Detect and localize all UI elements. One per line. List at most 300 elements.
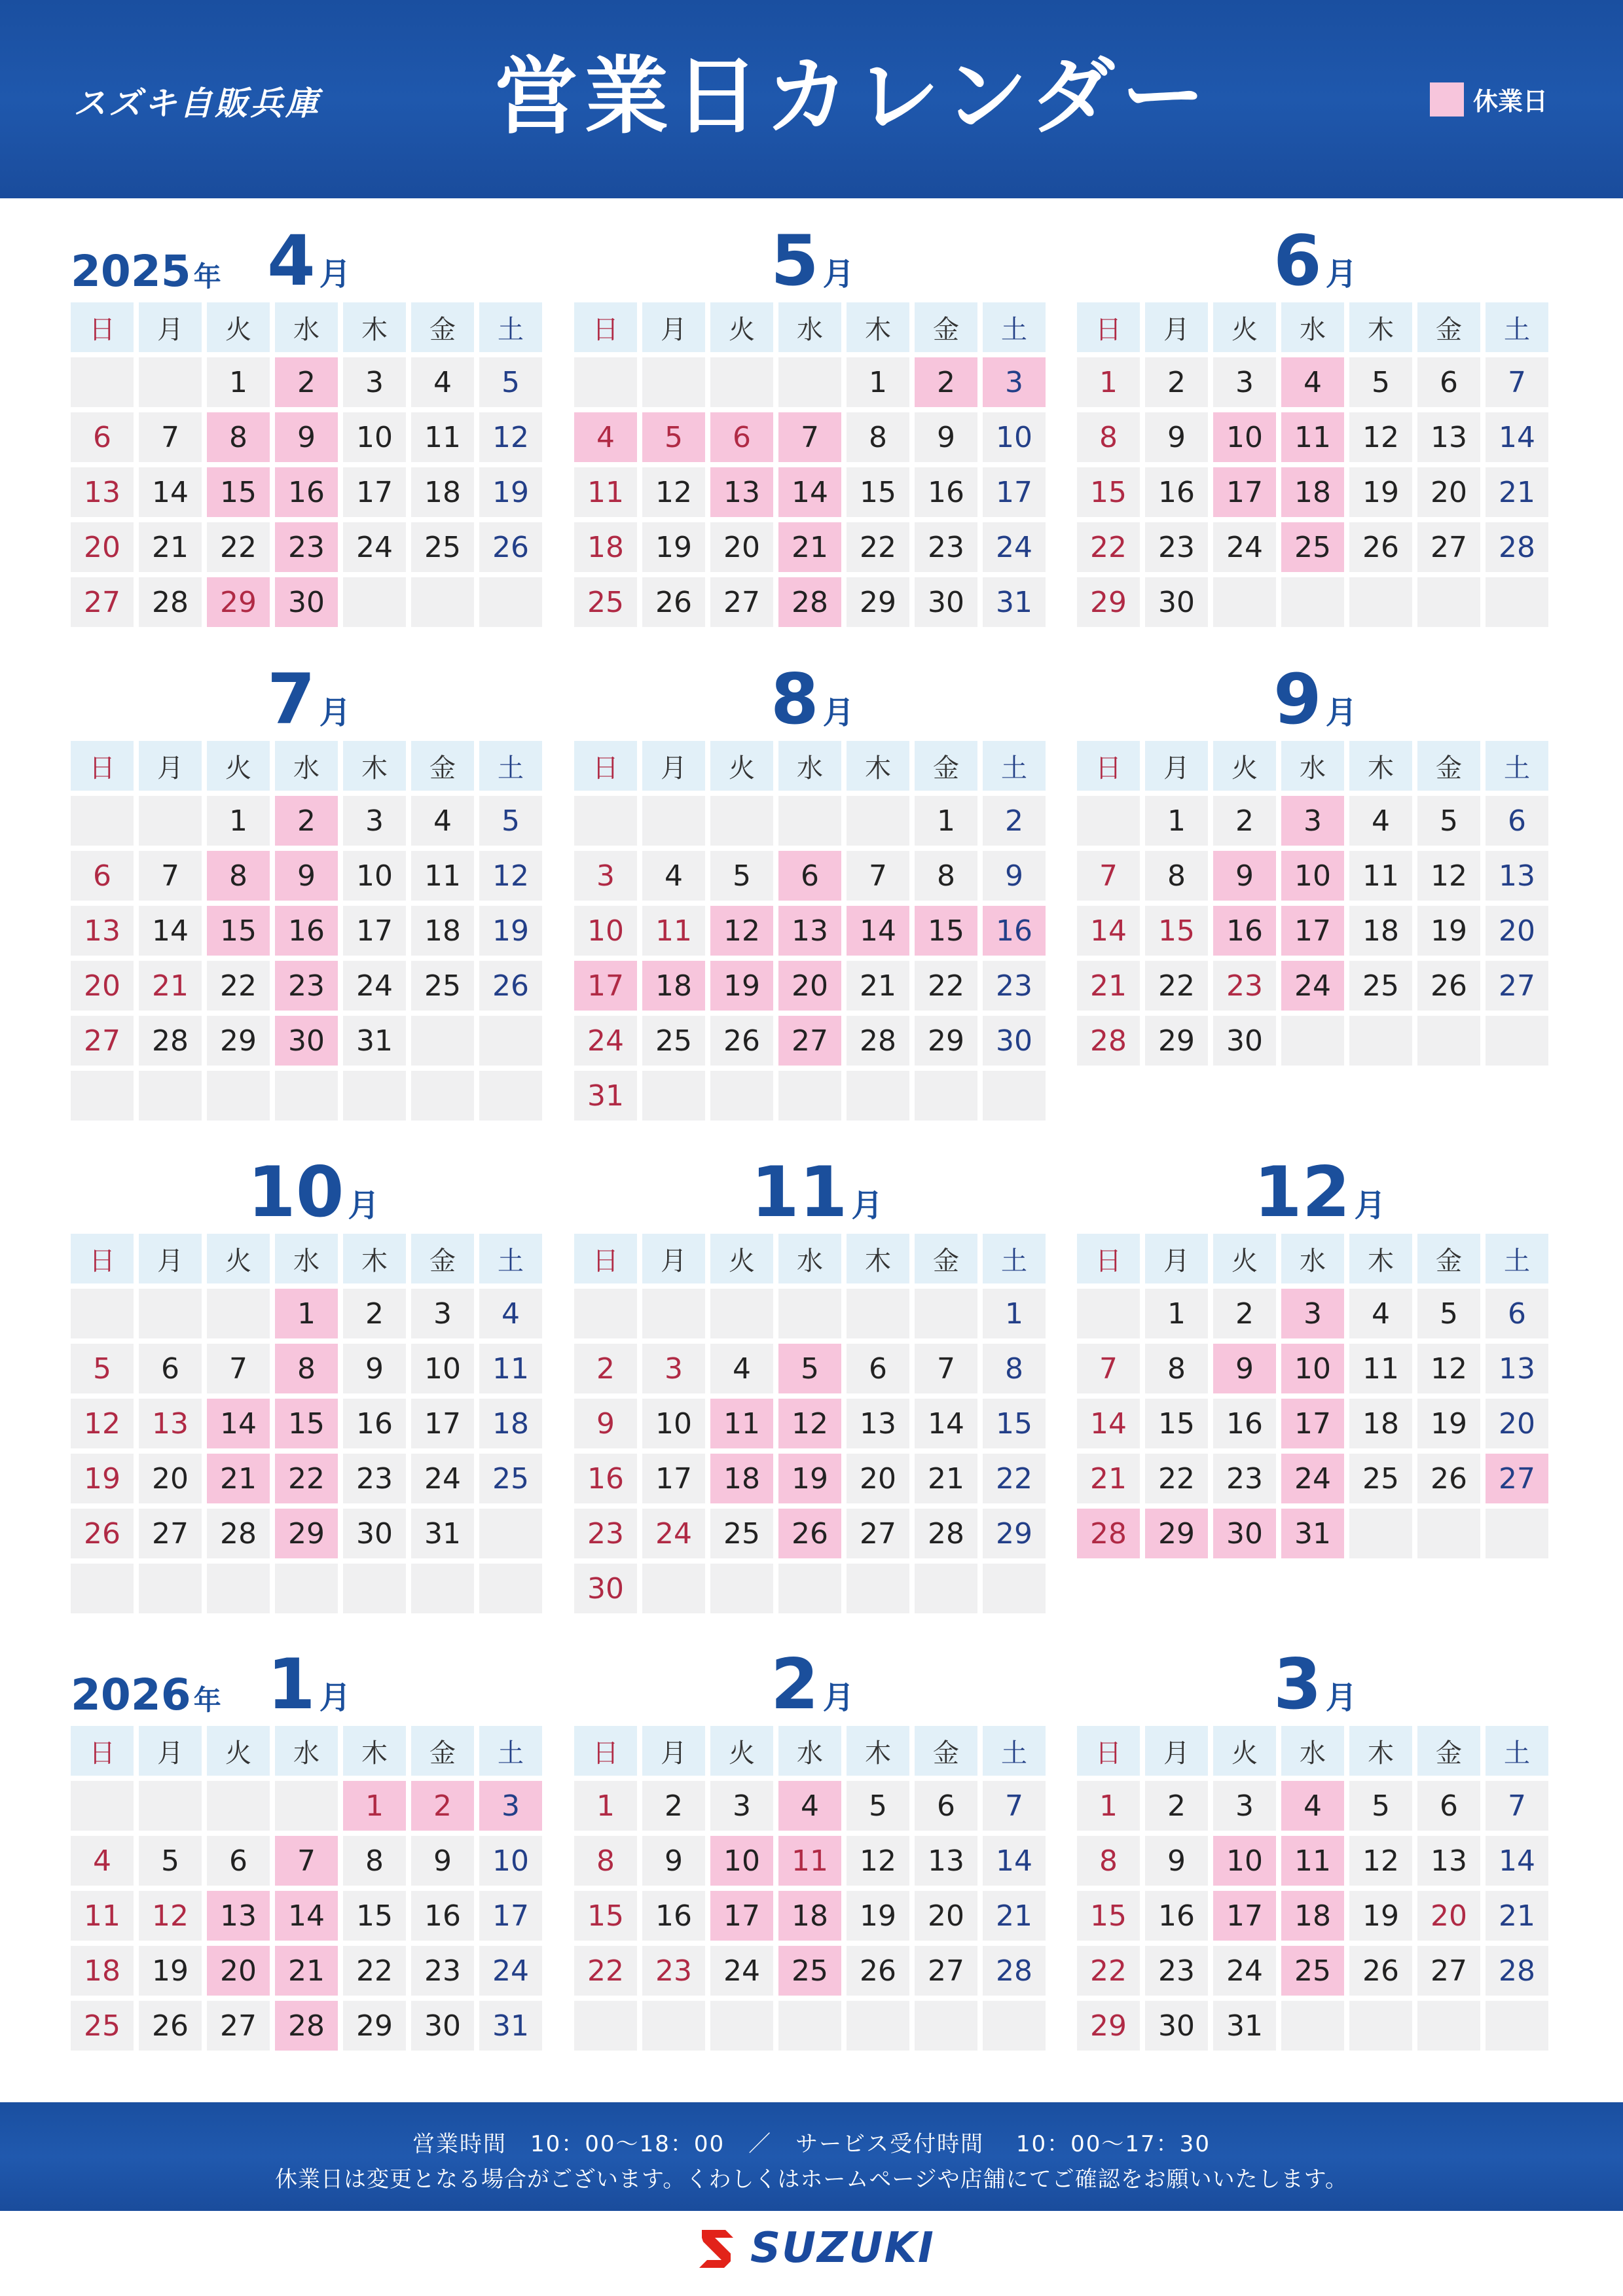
day-cell: 23	[1145, 1946, 1208, 1996]
day-grid	[71, 741, 549, 1121]
day-cell: 6	[71, 412, 134, 462]
day-cell: 24	[574, 1016, 637, 1066]
day-cell: 20	[71, 522, 134, 572]
day-cell: 25	[642, 1016, 705, 1066]
weekday-header: 火	[207, 1234, 270, 1283]
day-cell: 5	[1417, 1289, 1480, 1338]
empty-cell	[1281, 577, 1344, 627]
weekday-header: 土	[479, 741, 542, 791]
day-cell: 26	[1417, 1454, 1480, 1503]
empty-cell	[207, 1781, 270, 1831]
day-cell: 23	[1213, 1454, 1276, 1503]
day-cell: 28	[139, 577, 202, 627]
closed-day-cell: 15	[275, 1399, 338, 1448]
day-cell: 28	[983, 1946, 1046, 1996]
empty-cell	[207, 1289, 270, 1338]
month-calendar	[574, 221, 1052, 627]
footer-banner	[0, 2102, 1623, 2211]
closed-day-cell: 12	[710, 906, 773, 956]
day-cell: 7	[915, 1344, 977, 1393]
day-cell: 13	[1417, 412, 1480, 462]
empty-cell	[1417, 1016, 1480, 1066]
page-title: 営業日カレンダー	[494, 48, 1212, 145]
day-cell: 21	[915, 1454, 977, 1503]
day-cell: 26	[1417, 961, 1480, 1011]
day-cell: 19	[479, 906, 542, 956]
empty-cell	[207, 1564, 270, 1613]
day-cell: 12	[1349, 1836, 1412, 1886]
day-cell: 3	[343, 796, 406, 846]
day-cell: 17	[642, 1454, 705, 1503]
day-cell: 30	[983, 1016, 1046, 1066]
weekday-header: 土	[1486, 1726, 1548, 1776]
business-hours: 営業時間 10：00～18：00 ／ サービス受付時間 10：00～17：30	[412, 2131, 1211, 2157]
day-cell: 5	[139, 1836, 202, 1886]
day-cell: 10	[343, 851, 406, 901]
empty-cell	[847, 796, 909, 846]
day-grid	[1077, 1726, 1555, 2051]
day-cell: 26	[847, 1946, 909, 1996]
day-cell: 6	[207, 1836, 270, 1886]
day-cell: 15	[574, 1891, 637, 1941]
day-cell: 8	[915, 851, 977, 901]
closed-day-cell: 3	[983, 357, 1046, 407]
day-cell: 25	[1349, 961, 1412, 1011]
weekday-header: 月	[139, 741, 202, 791]
day-cell: 20	[1417, 467, 1480, 517]
weekday-header: 火	[710, 1234, 773, 1283]
empty-cell	[574, 357, 637, 407]
day-cell: 1	[983, 1289, 1046, 1338]
day-grid	[71, 1726, 549, 2051]
day-cell: 4	[1349, 1289, 1412, 1338]
month-number: 1	[267, 1644, 316, 1725]
day-cell: 31	[1213, 2001, 1276, 2051]
weekday-header: 金	[915, 1726, 977, 1776]
day-cell: 19	[847, 1891, 909, 1941]
day-cell: 11	[479, 1344, 542, 1393]
day-cell: 2	[1145, 357, 1208, 407]
closed-day-cell: 30	[275, 1016, 338, 1066]
day-cell: 10	[479, 1836, 542, 1886]
weekday-header: 月	[642, 1234, 705, 1283]
weekday-header: 土	[983, 1234, 1046, 1283]
closed-day-cell: 15	[207, 467, 270, 517]
closed-day-cell: 18	[642, 961, 705, 1011]
day-cell: 14	[139, 467, 202, 517]
day-cell: 28	[139, 1016, 202, 1066]
month-suffix: 月	[822, 1679, 854, 1716]
closed-day-cell: 29	[1145, 1509, 1208, 1558]
day-cell: 18	[1349, 1399, 1412, 1448]
day-cell: 19	[642, 522, 705, 572]
day-cell: 3	[710, 1781, 773, 1831]
day-cell: 9	[411, 1836, 474, 1886]
day-cell: 29	[1077, 2001, 1140, 2051]
closed-day-cell: 11	[710, 1399, 773, 1448]
empty-cell	[983, 1071, 1046, 1121]
weekday-header: 火	[710, 741, 773, 791]
day-cell: 31	[983, 577, 1046, 627]
day-cell: 3	[411, 1289, 474, 1338]
day-cell: 9	[983, 851, 1046, 901]
closed-day-cell: 23	[275, 961, 338, 1011]
day-cell: 16	[343, 1399, 406, 1448]
day-cell: 9	[1145, 412, 1208, 462]
day-cell: 10	[642, 1399, 705, 1448]
month-suffix: 月	[851, 1187, 883, 1224]
day-cell: 5	[479, 796, 542, 846]
day-cell: 1	[574, 1781, 637, 1831]
day-cell: 7	[847, 851, 909, 901]
weekday-header: 日	[574, 1726, 637, 1776]
day-cell: 7	[139, 412, 202, 462]
day-cell: 6	[1417, 357, 1480, 407]
day-cell: 26	[139, 2001, 202, 2051]
day-cell: 12	[479, 851, 542, 901]
day-cell: 1	[207, 357, 270, 407]
day-cell: 9	[642, 1836, 705, 1886]
empty-cell	[710, 796, 773, 846]
day-cell: 6	[1486, 1289, 1548, 1338]
day-cell: 11	[574, 467, 637, 517]
month-header	[1077, 1152, 1555, 1234]
empty-cell	[275, 1781, 338, 1831]
month-calendar	[1077, 659, 1555, 1066]
weekday-header: 金	[411, 741, 474, 791]
weekday-header: 日	[1077, 1726, 1140, 1776]
empty-cell	[847, 1564, 909, 1613]
day-cell: 13	[1486, 851, 1548, 901]
day-cell: 24	[1213, 522, 1276, 572]
weekday-header: 土	[1486, 741, 1548, 791]
month-title	[267, 1644, 351, 1725]
weekday-header: 水	[778, 741, 841, 791]
day-cell: 30	[915, 577, 977, 627]
month-calendar	[574, 1644, 1052, 2051]
day-cell: 23	[642, 1946, 705, 1996]
month-number: 4	[267, 221, 316, 301]
day-cell: 2	[642, 1781, 705, 1831]
day-cell: 29	[983, 1509, 1046, 1558]
closed-day-cell: 19	[778, 1454, 841, 1503]
day-cell: 23	[1213, 961, 1276, 1011]
day-grid	[71, 1234, 549, 1613]
day-cell: 8	[1077, 412, 1140, 462]
day-cell: 22	[1077, 1946, 1140, 1996]
day-cell: 30	[1145, 577, 1208, 627]
year-label	[71, 246, 221, 296]
day-cell: 15	[343, 1891, 406, 1941]
closed-day-cell: 5	[778, 1344, 841, 1393]
day-cell: 26	[642, 577, 705, 627]
day-cell: 2	[983, 796, 1046, 846]
month-header	[71, 659, 549, 741]
day-cell: 12	[1417, 851, 1480, 901]
day-cell: 27	[1417, 1946, 1480, 1996]
month-title	[1254, 1152, 1386, 1232]
day-cell: 27	[139, 1509, 202, 1558]
weekday-header: 月	[642, 1726, 705, 1776]
day-cell: 25	[71, 2001, 134, 2051]
empty-cell	[411, 1016, 474, 1066]
day-cell: 31	[411, 1509, 474, 1558]
day-cell: 18	[479, 1399, 542, 1448]
day-cell: 26	[479, 961, 542, 1011]
closed-day-cell: 20	[207, 1946, 270, 1996]
weekday-header: 木	[847, 741, 909, 791]
month-calendar	[71, 1644, 549, 2051]
day-cell: 22	[983, 1454, 1046, 1503]
closed-day-cell: 13	[778, 906, 841, 956]
day-cell: 14	[1077, 1399, 1140, 1448]
weekday-header: 日	[574, 1234, 637, 1283]
day-cell: 11	[71, 1891, 134, 1941]
day-cell: 1	[1077, 357, 1140, 407]
closed-day-cell: 22	[275, 1454, 338, 1503]
day-cell: 4	[479, 1289, 542, 1338]
day-cell: 19	[1349, 1891, 1412, 1941]
closed-day-cell: 3	[1281, 796, 1344, 846]
month-header	[574, 1152, 1052, 1234]
empty-cell	[778, 357, 841, 407]
day-cell: 11	[642, 906, 705, 956]
empty-cell	[710, 1071, 773, 1121]
day-cell: 1	[1145, 1289, 1208, 1338]
day-grid	[71, 302, 549, 627]
day-cell: 4	[411, 796, 474, 846]
day-cell: 8	[847, 412, 909, 462]
day-cell: 31	[343, 1016, 406, 1066]
month-number: 10	[247, 1152, 344, 1232]
day-cell: 13	[915, 1836, 977, 1886]
day-cell: 16	[915, 467, 977, 517]
day-cell: 27	[915, 1946, 977, 1996]
day-cell: 1	[915, 796, 977, 846]
day-cell: 23	[574, 1509, 637, 1558]
month-title	[267, 659, 351, 740]
day-cell: 1	[207, 796, 270, 846]
weekday-header: 金	[1417, 1726, 1480, 1776]
month-calendar	[1077, 1644, 1555, 2051]
weekday-header: 土	[983, 741, 1046, 791]
day-cell: 18	[411, 467, 474, 517]
day-cell: 3	[1213, 1781, 1276, 1831]
day-cell: 22	[915, 961, 977, 1011]
closed-day-cell: 16	[983, 906, 1046, 956]
day-cell: 5	[847, 1781, 909, 1831]
day-cell: 20	[847, 1454, 909, 1503]
empty-cell	[642, 2001, 705, 2051]
day-cell: 12	[479, 412, 542, 462]
day-cell: 10	[574, 906, 637, 956]
empty-cell	[411, 1564, 474, 1613]
day-cell: 29	[1145, 1016, 1208, 1066]
weekday-header: 水	[778, 1234, 841, 1283]
closed-day-cell: 8	[207, 851, 270, 901]
empty-cell	[574, 1289, 637, 1338]
weekday-header: 木	[343, 1234, 406, 1283]
day-cell: 23	[411, 1946, 474, 1996]
month-title	[1273, 659, 1357, 740]
day-cell: 14	[915, 1399, 977, 1448]
empty-cell	[1349, 577, 1412, 627]
closed-day-cell: 14	[275, 1891, 338, 1941]
day-cell: 15	[847, 467, 909, 517]
closed-day-cell: 9	[1213, 1344, 1276, 1393]
day-grid	[1077, 1234, 1555, 1558]
day-cell: 5	[1349, 1781, 1412, 1831]
empty-cell	[710, 1289, 773, 1338]
day-cell: 17	[343, 467, 406, 517]
closed-day-cell: 9	[1213, 851, 1276, 901]
empty-cell	[139, 357, 202, 407]
weekday-header: 金	[915, 741, 977, 791]
weekday-header: 木	[1349, 741, 1412, 791]
empty-cell	[778, 1564, 841, 1613]
day-cell: 19	[1417, 1399, 1480, 1448]
day-cell: 31	[574, 1071, 637, 1121]
day-cell: 27	[1417, 522, 1480, 572]
day-cell: 5	[710, 851, 773, 901]
weekday-header: 月	[642, 741, 705, 791]
day-cell: 22	[343, 1946, 406, 1996]
day-cell: 15	[1077, 1891, 1140, 1941]
closed-day-cell: 11	[1281, 1836, 1344, 1886]
empty-cell	[343, 1071, 406, 1121]
day-cell: 1	[1145, 796, 1208, 846]
month-title	[1273, 221, 1357, 301]
weekday-header: 水	[778, 1726, 841, 1776]
day-cell: 22	[1077, 522, 1140, 572]
month-calendar	[574, 659, 1052, 1121]
day-cell: 9	[915, 412, 977, 462]
empty-cell	[1349, 1509, 1412, 1558]
day-cell: 6	[1417, 1781, 1480, 1831]
weekday-header: 水	[275, 302, 338, 352]
day-cell: 19	[139, 1946, 202, 1996]
day-cell: 4	[1349, 796, 1412, 846]
closed-day-cell: 18	[778, 1891, 841, 1941]
header-banner	[0, 0, 1623, 198]
day-cell: 13	[139, 1399, 202, 1448]
weekday-header: 木	[343, 741, 406, 791]
day-cell: 13	[71, 467, 134, 517]
weekday-header: 金	[411, 1726, 474, 1776]
closed-day-cell: 14	[847, 906, 909, 956]
empty-cell	[1349, 2001, 1412, 2051]
empty-cell	[1486, 2001, 1548, 2051]
day-cell: 12	[1349, 412, 1412, 462]
day-cell: 29	[847, 577, 909, 627]
day-cell: 26	[710, 1016, 773, 1066]
closed-day-cell: 1	[343, 1781, 406, 1831]
day-cell: 28	[1486, 1946, 1548, 1996]
closed-day-cell: 5	[642, 412, 705, 462]
empty-cell	[71, 796, 134, 846]
empty-cell	[139, 1071, 202, 1121]
closed-day-cell: 16	[275, 467, 338, 517]
day-cell: 22	[207, 522, 270, 572]
day-grid	[574, 302, 1052, 627]
month-header	[71, 1644, 549, 1726]
day-cell: 6	[847, 1344, 909, 1393]
day-cell: 3	[343, 357, 406, 407]
empty-cell	[710, 1564, 773, 1613]
closed-day-cell: 29	[207, 577, 270, 627]
day-cell: 25	[479, 1454, 542, 1503]
brand-logo	[693, 2224, 935, 2272]
day-cell: 27	[71, 577, 134, 627]
day-cell: 25	[710, 1509, 773, 1558]
suzuki-s-logo-icon	[693, 2225, 740, 2272]
day-cell: 4	[411, 357, 474, 407]
day-cell: 20	[710, 522, 773, 572]
day-cell: 27	[847, 1509, 909, 1558]
weekday-header: 水	[1281, 1726, 1344, 1776]
day-cell: 27	[71, 1016, 134, 1066]
day-cell: 10	[983, 412, 1046, 462]
month-suffix: 月	[1325, 256, 1357, 293]
weekday-header: 日	[574, 741, 637, 791]
closed-day-cell: 15	[207, 906, 270, 956]
closed-day-cell: 10	[1213, 412, 1276, 462]
day-cell: 8	[1145, 851, 1208, 901]
weekday-header: 水	[1281, 302, 1344, 352]
closed-day-cell: 21	[778, 522, 841, 572]
day-cell: 14	[139, 906, 202, 956]
empty-cell	[642, 1289, 705, 1338]
month-header	[1077, 1644, 1555, 1726]
day-cell: 2	[1145, 1781, 1208, 1831]
day-grid	[574, 741, 1052, 1121]
month-suffix: 月	[822, 256, 854, 293]
day-cell: 25	[411, 522, 474, 572]
day-cell: 26	[1349, 1946, 1412, 1996]
day-cell: 17	[343, 906, 406, 956]
weekday-header: 金	[1417, 302, 1480, 352]
closed-day-cell: 31	[1281, 1509, 1344, 1558]
day-cell: 13	[847, 1399, 909, 1448]
weekday-header: 木	[1349, 302, 1412, 352]
closed-day-cell: 8	[207, 412, 270, 462]
day-cell: 14	[1077, 906, 1140, 956]
month-title	[247, 1152, 380, 1232]
day-cell: 20	[1417, 1891, 1480, 1941]
empty-cell	[983, 1564, 1046, 1613]
weekday-header: 土	[479, 302, 542, 352]
empty-cell	[574, 796, 637, 846]
weekday-header: 木	[1349, 1726, 1412, 1776]
day-cell: 9	[574, 1399, 637, 1448]
closed-day-cell: 4	[778, 1781, 841, 1831]
empty-cell	[915, 1564, 977, 1613]
day-cell: 16	[1145, 467, 1208, 517]
day-cell: 21	[1486, 1891, 1548, 1941]
empty-cell	[1077, 1289, 1140, 1338]
month-title	[771, 221, 854, 301]
empty-cell	[343, 577, 406, 627]
empty-cell	[71, 1289, 134, 1338]
day-cell: 7	[1486, 1781, 1548, 1831]
closed-day-cell: 9	[275, 851, 338, 901]
closed-day-swatch	[1430, 82, 1464, 117]
month-number: 3	[1273, 1644, 1322, 1725]
day-cell: 16	[642, 1891, 705, 1941]
day-cell: 18	[574, 522, 637, 572]
closed-day-cell: 17	[574, 961, 637, 1011]
empty-cell	[275, 1564, 338, 1613]
